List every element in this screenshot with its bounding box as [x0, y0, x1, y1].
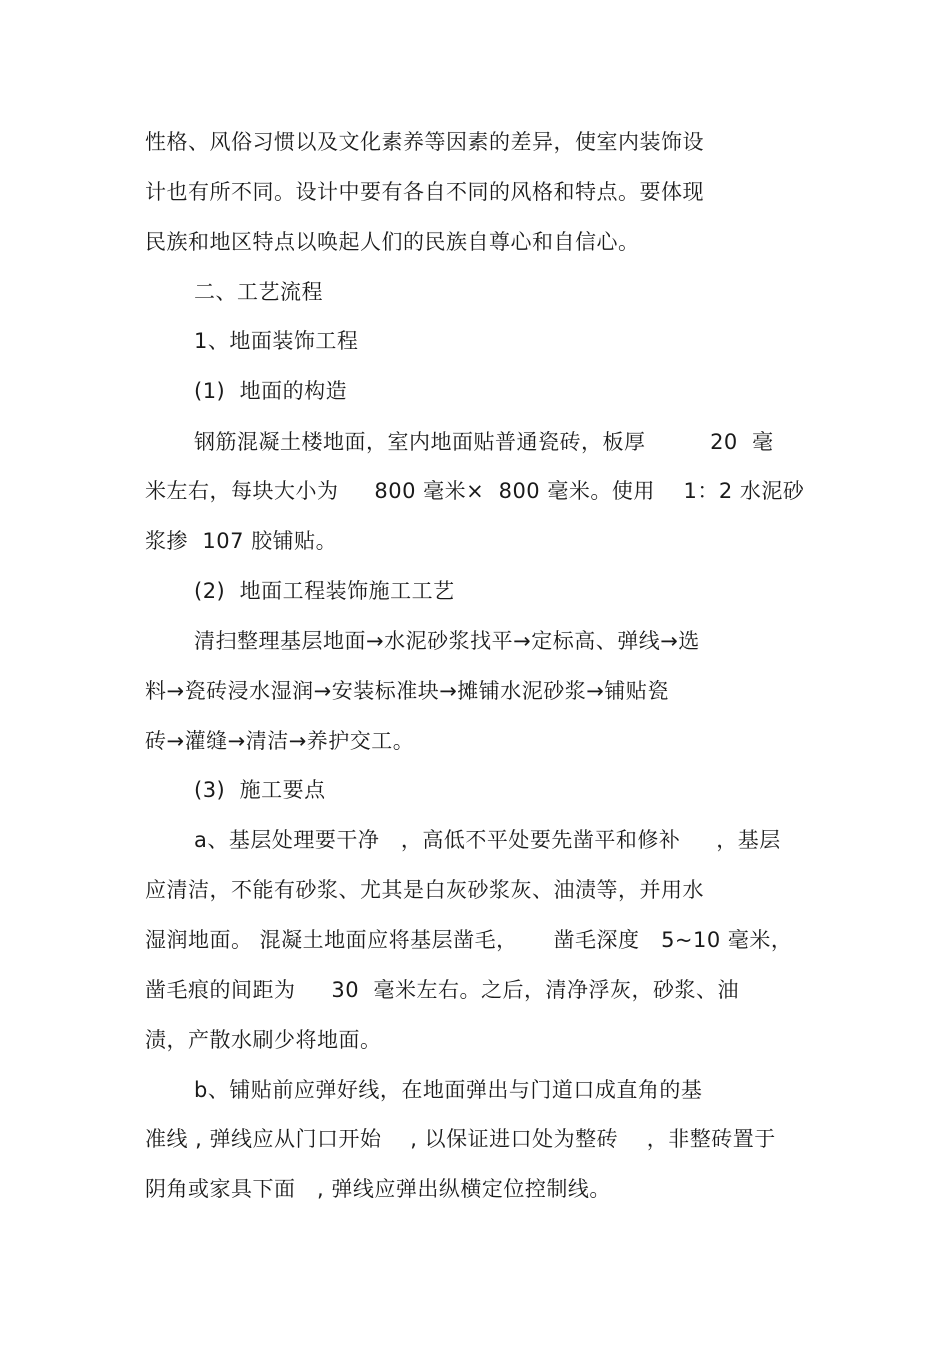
section-heading: 二、工艺流程 [194, 280, 323, 304]
item-heading-1: (1) 地面的构造 [194, 379, 348, 403]
text-line-11: 清扫整理基层地面→水泥砂浆找平→定标高、弹线→选 [194, 629, 700, 653]
text-line-9: 浆掺 107 胶铺贴。 [145, 529, 338, 553]
text-line-19: 渍，产散水刷少将地面。 [145, 1028, 382, 1052]
item-heading-2: (2) 地面工程装饰施工工艺 [194, 579, 455, 603]
text-line-17: 湿润地面。 混凝土地面应将基层凿毛， 凿毛深度 5~10 毫米， [145, 928, 793, 952]
text-line-8: 米左右，每块大小为 800 毫米× 800 毫米。使用 1：2 水泥砂 [145, 479, 805, 503]
text-line-2: 计也有所不同。设计中要有各自不同的风格和特点。要体现 [145, 180, 704, 204]
text-line-20: b、铺贴前应弹好线，在地面弹出与门道口成直角的基 [194, 1078, 703, 1102]
text-line-3: 民族和地区特点以唤起人们的民族自尊心和自信心。 [145, 230, 640, 254]
text-line-21: 准线 , 弹线应从门口开始 , 以保证进口处为整砖 ，非整砖置于 [145, 1127, 776, 1151]
text-line-18: 凿毛痕的间距为 30 毫米左右。之后，清净浮灰，砂浆、油 [145, 978, 739, 1002]
text-line-15: a、基层处理要干净 ，高低不平处要先凿平和修补 ，基层 [194, 828, 781, 852]
text-line-22: 阴角或家具下面 , 弹线应弹出纵横定位控制线。 [145, 1177, 611, 1201]
text-line-13: 砖→灌缝→清洁→养护交工。 [145, 729, 415, 753]
item-heading-3: (3) 施工要点 [194, 778, 326, 802]
text-line-7: 钢筋混凝土楼地面，室内地面贴普通瓷砖，板厚 20 毫 [194, 430, 774, 454]
text-line-1: 性格、风俗习惯以及文化素养等因素的差异，使室内装饰设 [145, 130, 704, 154]
text-line-16: 应清洁，不能有砂浆、尤其是白灰砂浆灰、油渍等，并用水 [145, 878, 704, 902]
subsection-heading: 1、地面装饰工程 [194, 329, 359, 353]
text-line-12: 料→瓷砖浸水湿润→安装标准块→摊铺水泥砂浆→铺贴瓷 [145, 679, 669, 703]
